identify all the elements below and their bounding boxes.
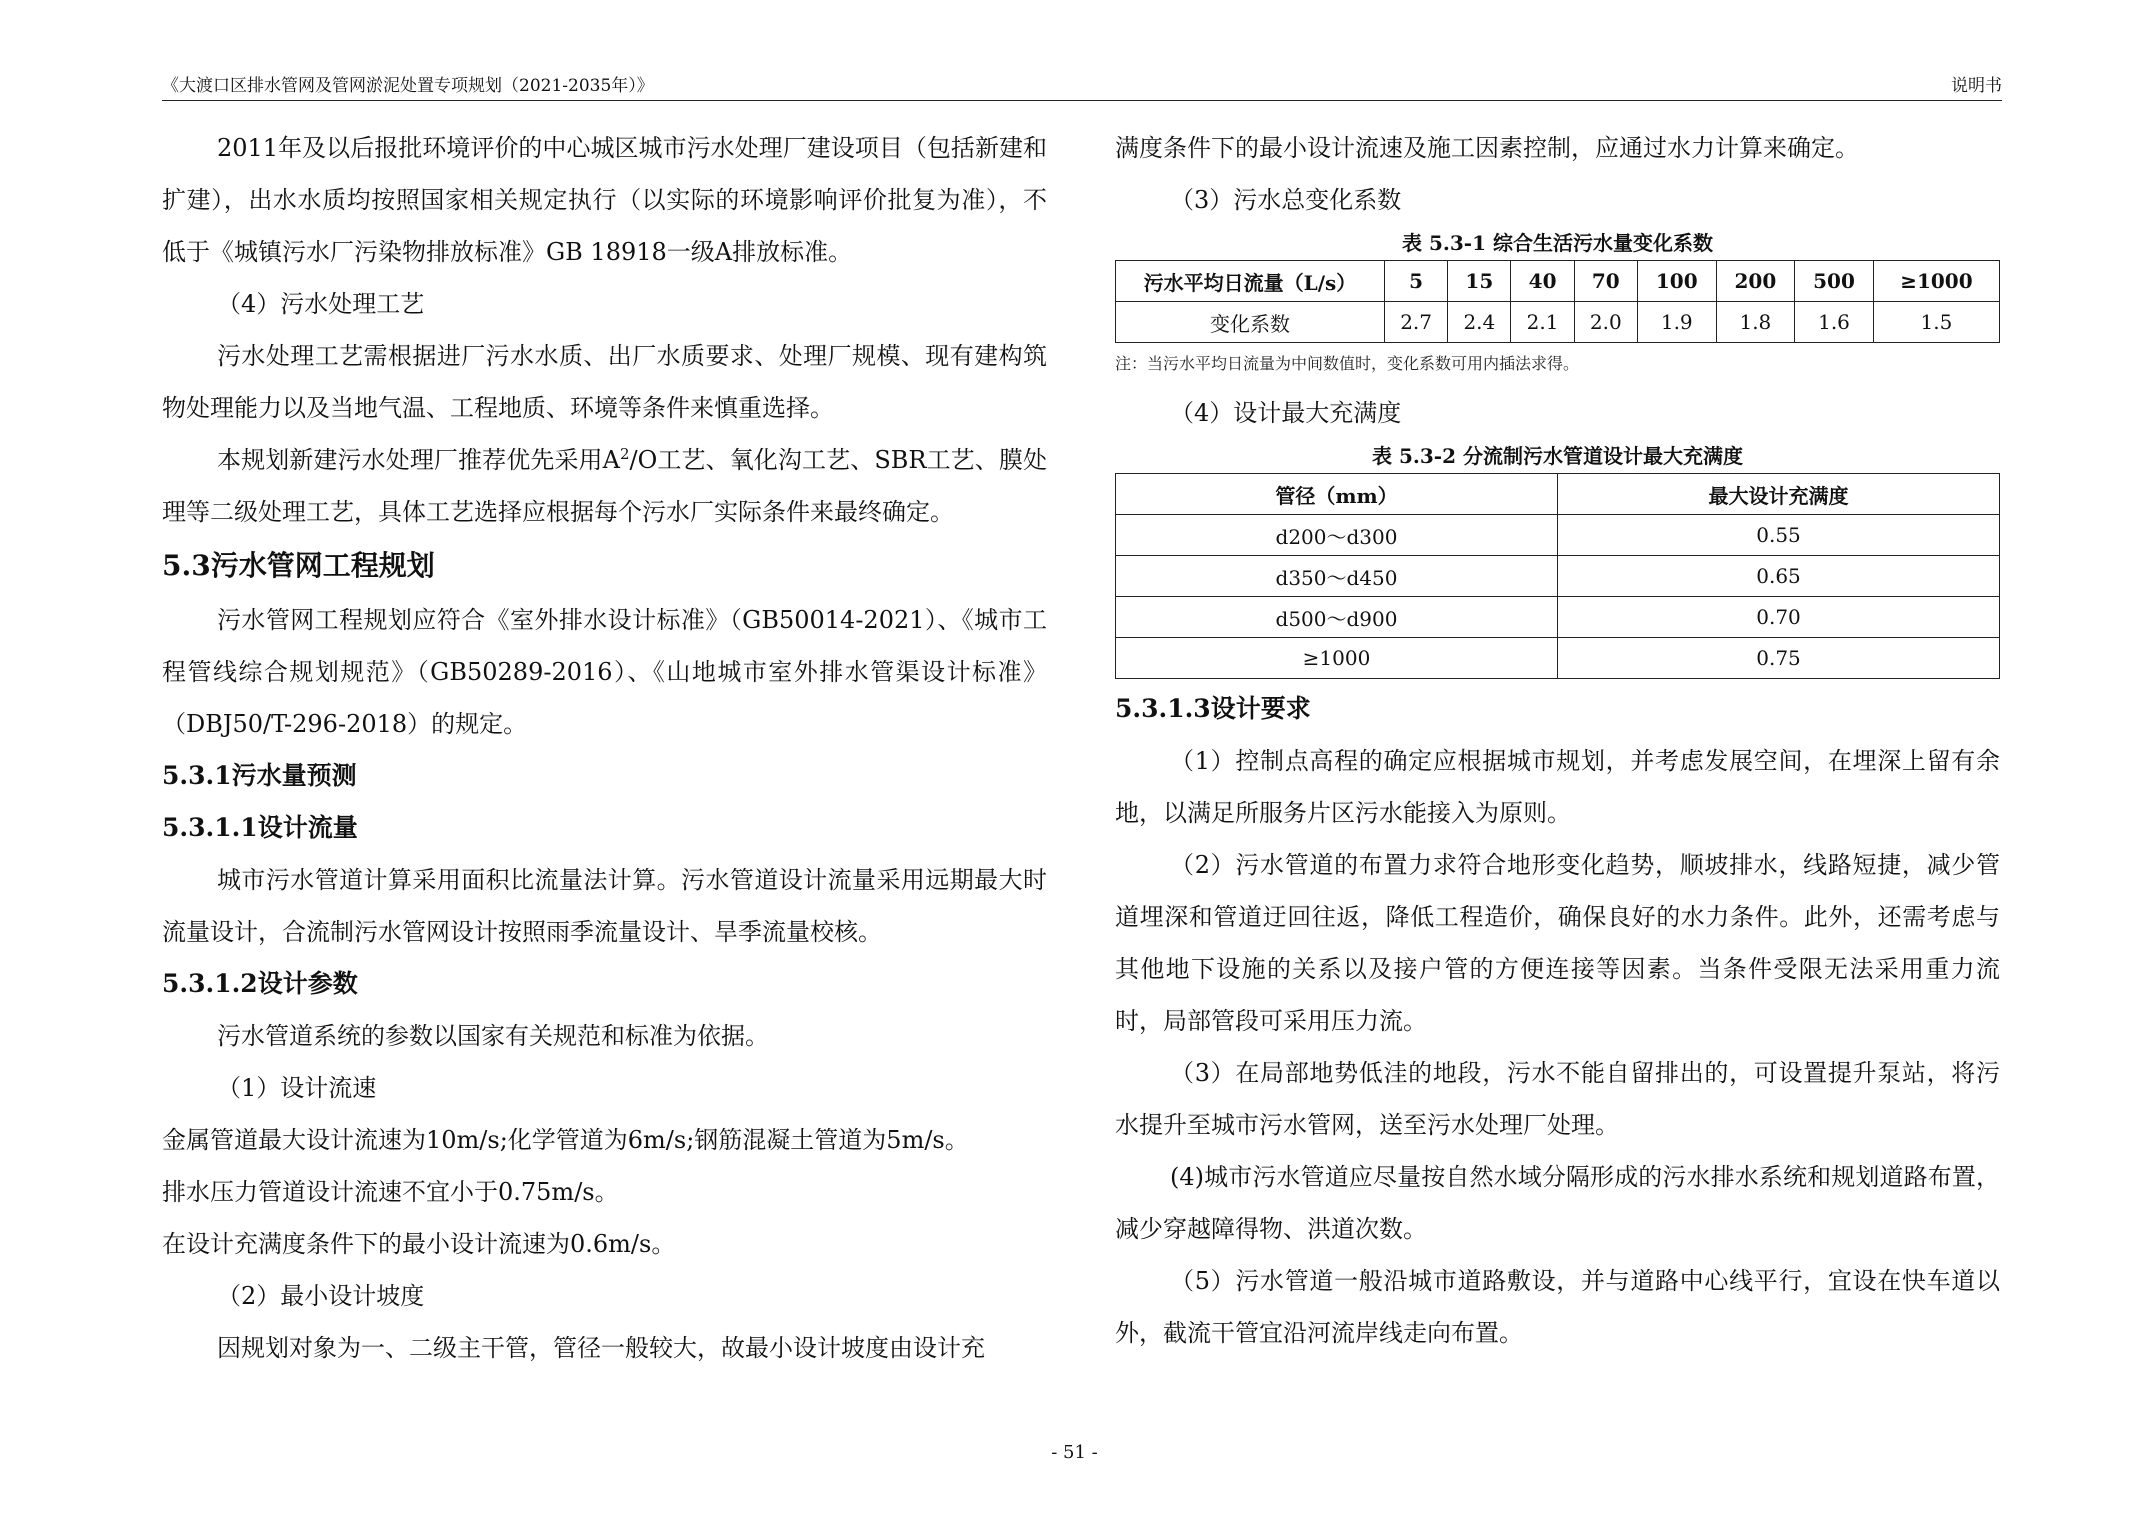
table-header-cell: 管径（mm）: [1116, 474, 1558, 515]
table-header-cell: 100: [1637, 261, 1716, 302]
page-number: - 51 -: [1051, 1442, 1098, 1463]
header-title: 《大渡口区排水管网及管网淤泥处置专项规划（2021-2035年）》: [162, 76, 654, 96]
table-header-cell: ≥1000: [1873, 261, 1999, 302]
table-cell: 0.55: [1558, 515, 2000, 556]
subsection-heading: 5.3.1.1设计流量: [162, 813, 358, 842]
max-fullness-table: [1115, 473, 2000, 679]
table-header-cell: 40: [1511, 261, 1574, 302]
text-run: /O工艺、氧化沟工艺、SBR工艺、膜处理等二级处理工艺，具体工艺选择应根据每个污水厂实际条件来最终确定。: [162, 446, 1047, 526]
left-column: [162, 122, 1047, 1374]
table-row: [1116, 261, 2000, 302]
table-cell: 变化系数: [1116, 302, 1385, 343]
subsection-heading: 5.3.1污水量预测: [162, 761, 357, 790]
paragraph: （5）污水管道一般沿城市道路敷设，并与道路中心线平行，宜设在快车道以外，截流干管宜沿河流岸线走向布置。: [1115, 1267, 2000, 1347]
table-header-cell: 70: [1574, 261, 1637, 302]
table-row: [1116, 638, 2000, 679]
paragraph: [162, 434, 1047, 538]
table-row: [1116, 515, 2000, 556]
superscript: 2: [619, 445, 630, 463]
table-header-cell: 5: [1385, 261, 1448, 302]
table-cell: 0.75: [1558, 638, 2000, 679]
paragraph: 在设计充满度条件下的最小设计流速为0.6m/s。: [162, 1230, 676, 1258]
table-header-cell: 最大设计充满度: [1558, 474, 2000, 515]
table-cell: d350～d450: [1116, 556, 1558, 597]
table-cell: 0.65: [1558, 556, 2000, 597]
table-cell: 1.9: [1637, 302, 1716, 343]
paragraph: （2）污水管道的布置力求符合地形变化趋势，顺坡排水，线路短捷，减少管道埋深和管道迂回往返，降低工程造价，确保良好的水力条件。此外，还需考虑与其他地下设施的关系以及接户管的方便连接等因素。当条件受限无法采用重力流时，局部管段可采用压力流。: [1115, 851, 2000, 1035]
paragraph: 排水压力管道设计流速不宜小于0.75m/s。: [162, 1178, 619, 1206]
paragraph: (4)城市污水管道应尽量按自然水域分隔形成的污水排水系统和规划道路布置，减少穿越障得物、洪道次数。: [1115, 1163, 2000, 1243]
paragraph: （1）控制点高程的确定应根据城市规划，并考虑发展空间，在埋深上留有余地，以满足所服务片区污水能接入为原则。: [1115, 747, 2000, 827]
paragraph: 污水处理工艺需根据进厂污水水质、出厂水质要求、处理厂规模、现有建构筑物处理能力以及当地气温、工程地质、环境等条件来慎重选择。: [162, 342, 1047, 422]
variation-coefficient-table: [1115, 260, 2000, 343]
table-header-cell: 200: [1716, 261, 1795, 302]
table-cell: ≥1000: [1116, 638, 1558, 679]
table-header-cell: 污水平均日流量（L/s）: [1116, 261, 1385, 302]
list-item: （3）污水总变化系数: [1170, 186, 1402, 214]
table-cell: 2.7: [1385, 302, 1448, 343]
table-cell: 1.6: [1795, 302, 1874, 343]
paragraph: （3）在局部地势低洼的地段，污水不能自留排出的，可设置提升泵站，将污水提升至城市污水管网，送至污水处理厂处理。: [1115, 1059, 2000, 1139]
table-row: [1116, 474, 2000, 515]
table-cell: d500～d900: [1116, 597, 1558, 638]
table-cell: 2.4: [1448, 302, 1511, 343]
subsection-heading: 5.3.1.3设计要求: [1115, 694, 1311, 723]
table-note: 注：当污水平均日流量为中间数值时，变化系数可用内插法求得。: [1115, 354, 1580, 373]
subsection-heading: 5.3.1.2设计参数: [162, 969, 358, 998]
table-caption: 表 5.3-1 综合生活污水量变化系数: [1402, 231, 1713, 255]
paragraph: 满度条件下的最小设计流速及施工因素控制，应通过水力计算来确定。: [1115, 134, 1859, 162]
table-row: [1116, 302, 2000, 343]
table-cell: 2.1: [1511, 302, 1574, 343]
list-item: （1）设计流速: [217, 1074, 377, 1102]
right-column: [1115, 122, 2000, 1359]
list-item: （2）最小设计坡度: [217, 1282, 425, 1310]
table-cell: d200～d300: [1116, 515, 1558, 556]
paragraph: 污水管网工程规划应符合《室外排水设计标准》（GB50014-2021）、《城市工程管线综合规划规范》（GB50289-2016）、《山地城市室外排水管渠设计标准》（DBJ50/T-296-2018）的规定。: [162, 606, 1047, 738]
table-cell: 0.70: [1558, 597, 2000, 638]
list-item: （4）设计最大充满度: [1170, 399, 1402, 427]
table-row: [1116, 597, 2000, 638]
paragraph: 污水管道系统的参数以国家有关规范和标准为依据。: [217, 1022, 769, 1050]
table-header-cell: 15: [1448, 261, 1511, 302]
table-cell: 1.5: [1873, 302, 1999, 343]
list-item: （4）污水处理工艺: [217, 290, 425, 318]
paragraph: 城市污水管道计算采用面积比流量法计算。污水管道设计流量采用远期最大时流量设计，合流制污水管网设计按照雨季流量设计、旱季流量校核。: [162, 866, 1047, 946]
table-row: [1116, 556, 2000, 597]
table-cell: 1.8: [1716, 302, 1795, 343]
page-header: [162, 70, 2002, 101]
text-run: 本规划新建污水处理厂推荐优先采用A: [217, 446, 620, 474]
table-header-cell: 500: [1795, 261, 1874, 302]
table-caption: 表 5.3-2 分流制污水管道设计最大充满度: [1372, 444, 1743, 468]
section-heading: 5.3污水管网工程规划: [162, 549, 435, 582]
paragraph: 金属管道最大设计流速为10m/s;化学管道为6m/s;钢筋混凝土管道为5m/s。: [162, 1126, 969, 1154]
paragraph: 因规划对象为一、二级主干管，管径一般较大，故最小设计坡度由设计充: [217, 1334, 985, 1362]
header-doc-type: 说明书: [1951, 76, 2002, 96]
paragraph: 2011年及以后报批环境评价的中心城区城市污水处理厂建设项目（包括新建和扩建），出水水质均按照国家相关规定执行（以实际的环境影响评价批复为准），不低于《城镇污水厂污染物排放标准》GB 18918一级A排放标准。: [162, 134, 1047, 266]
table-cell: 2.0: [1574, 302, 1637, 343]
